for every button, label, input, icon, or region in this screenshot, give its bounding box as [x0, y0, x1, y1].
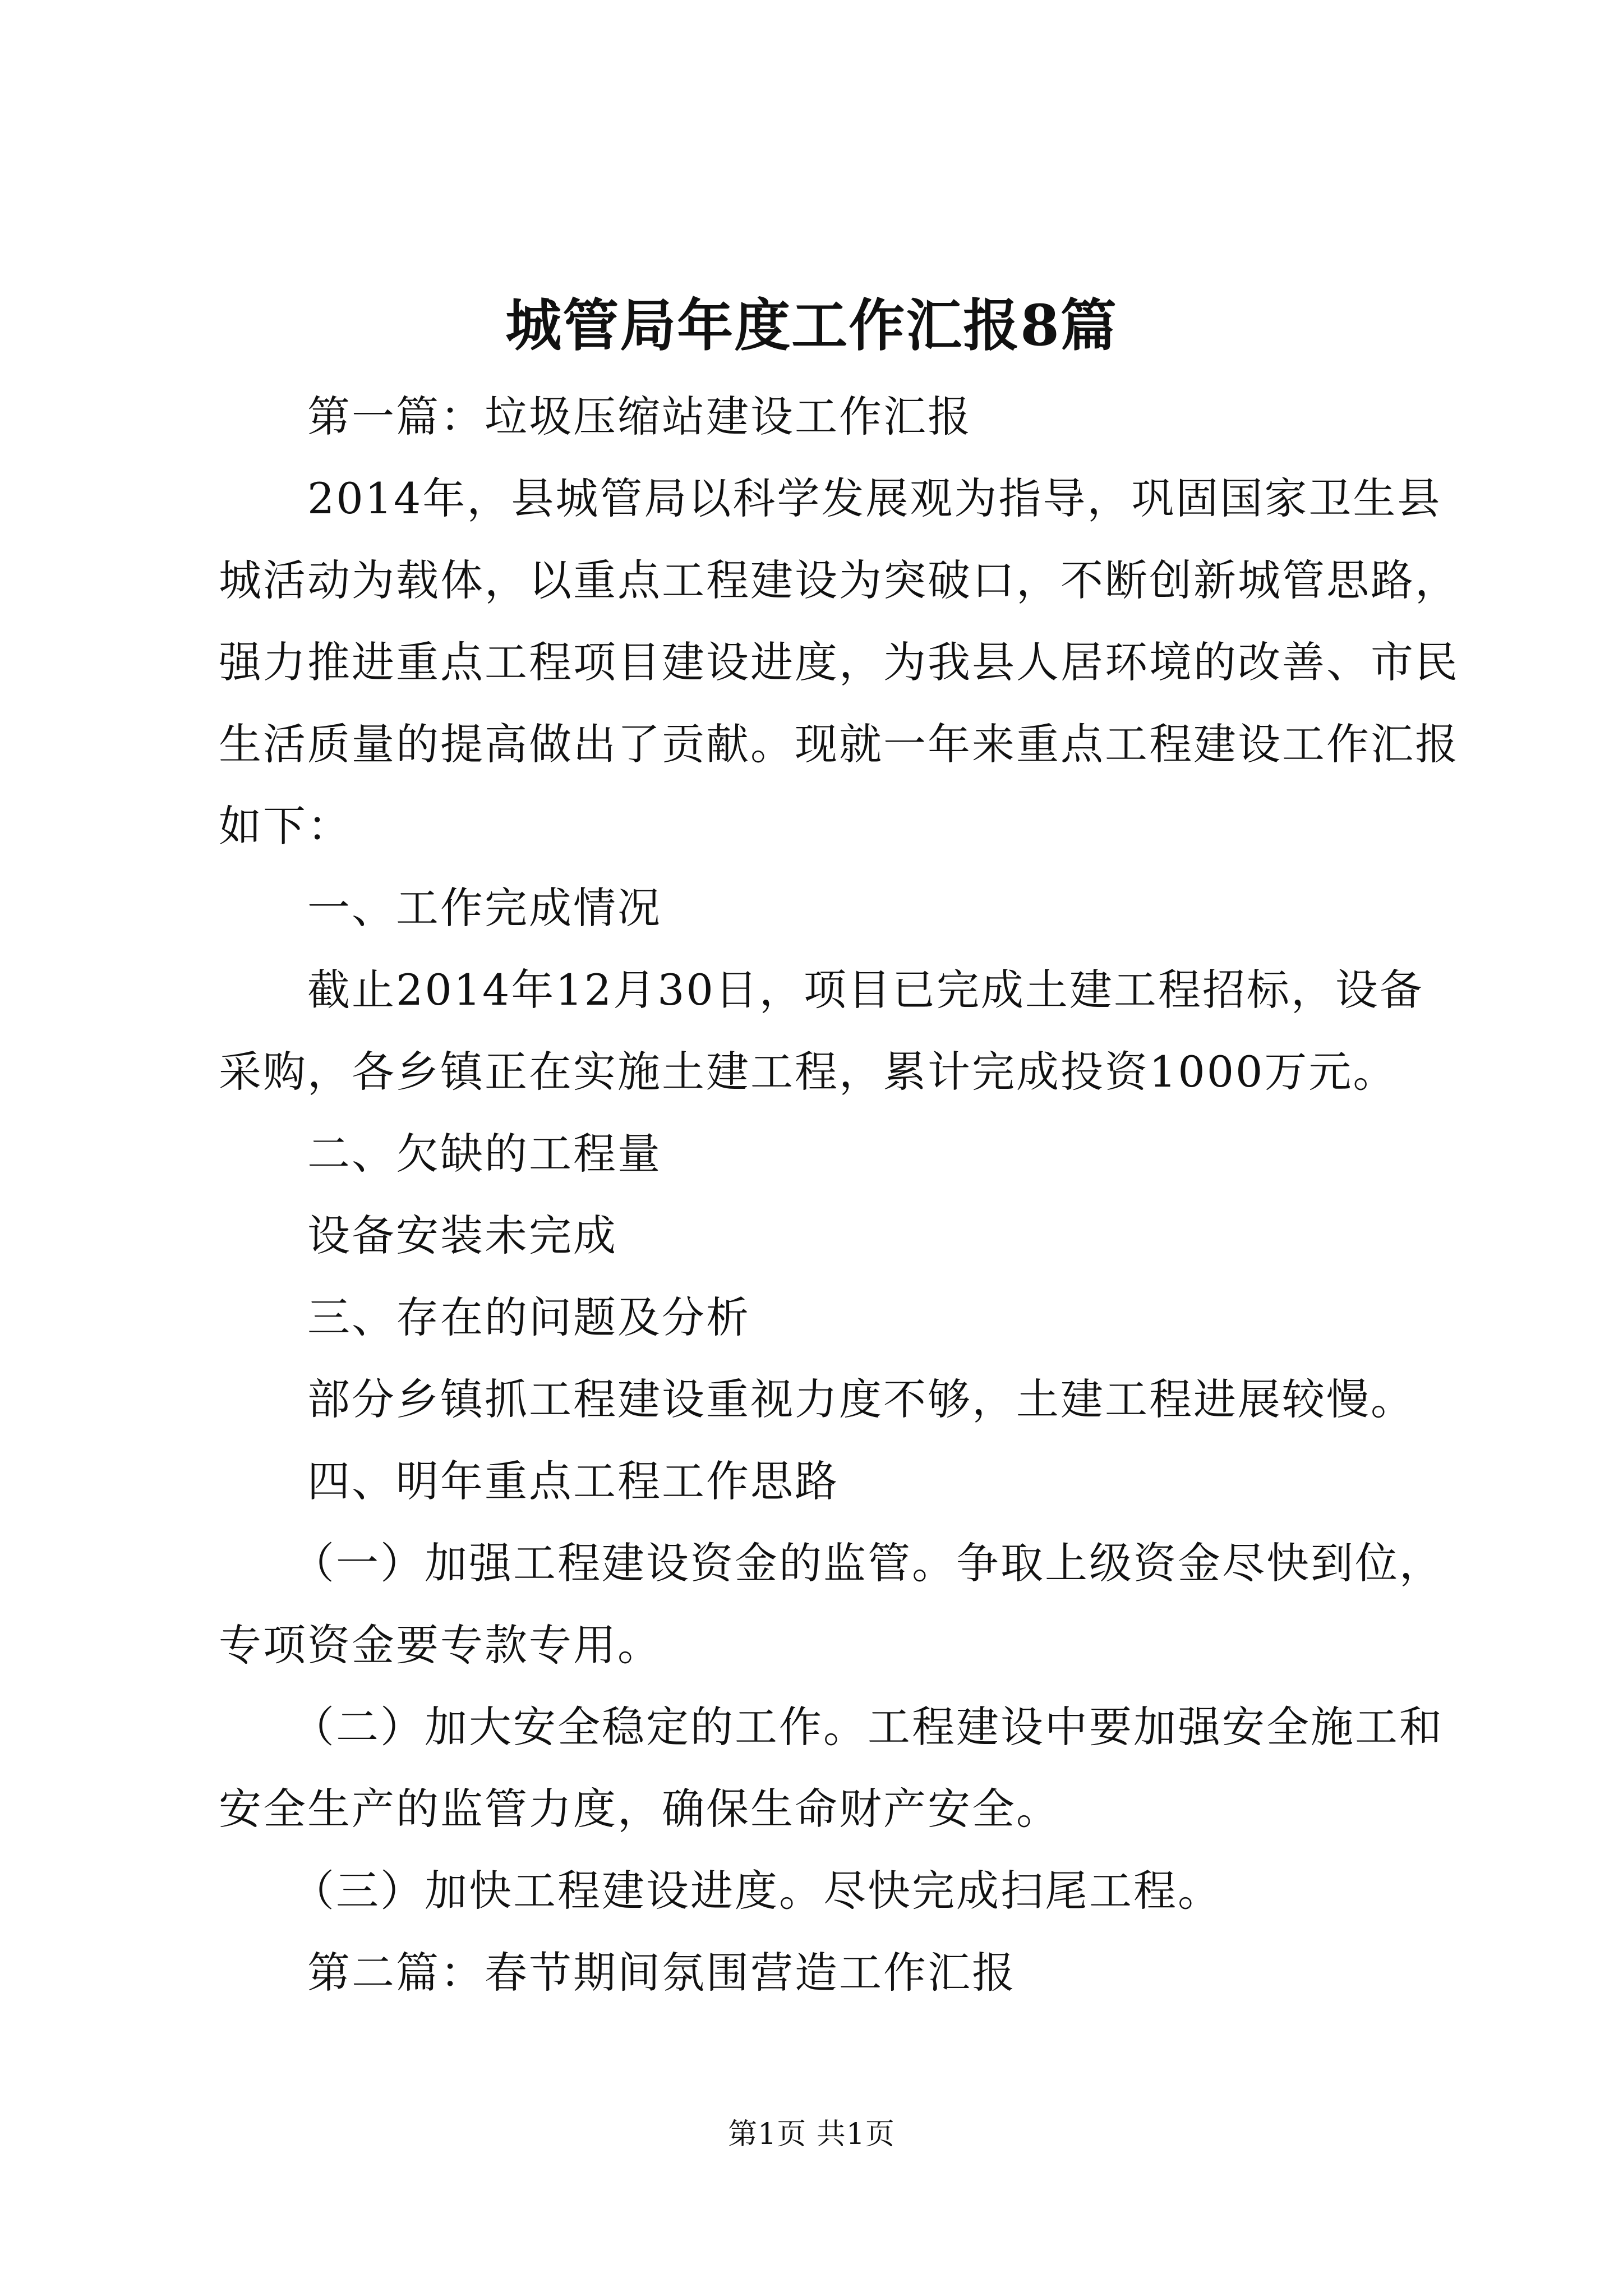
list-item-one: （一）加强工程建设资金的监管。争取上级资金尽快到位，: [292, 1538, 1444, 1588]
section-heading-part-two: 第二篇：春节期间氛围营造工作汇报: [307, 1948, 1016, 1998]
subheading-work-completion: 一、工作完成情况: [307, 883, 662, 933]
paragraph-line: 设备安装未完成: [307, 1211, 617, 1260]
list-item-three: （三）加快工程建设进度。尽快完成扫尾工程。: [292, 1866, 1222, 1916]
list-item-two: （二）加大安全稳定的工作。工程建设中要加强安全施工和: [292, 1702, 1444, 1752]
paragraph-line: 安全生产的监管力度，确保生命财产安全。: [219, 1784, 1061, 1834]
paragraph-line: 强力推进重点工程项目建设进度，为我县人居环境的改善、市民: [219, 637, 1459, 687]
subheading-next-year-plan: 四、明年重点工程工作思路: [307, 1456, 839, 1506]
paragraph-line: 生活质量的提高做出了贡献。现就一年来重点工程建设工作汇报: [219, 719, 1459, 769]
subheading-problems: 三、存在的问题及分析: [307, 1292, 750, 1342]
paragraph-line: 采购，各乡镇正在实施土建工程，累计完成投资1000万元。: [219, 1047, 1398, 1097]
page-footer: 第1页 共1页: [728, 2118, 895, 2151]
document-body: [219, 376, 1459, 2014]
paragraph-line: 专项资金要专款专用。: [219, 1620, 662, 1670]
paragraph-line: 部分乡镇抓工程建设重视力度不够，土建工程进展较慢。: [307, 1374, 1415, 1424]
paragraph-line: 城活动为载体，以重点工程建设为突破口，不断创新城管思路，: [219, 555, 1459, 605]
section-heading-part-one: 第一篇：垃圾压缩站建设工作汇报: [307, 392, 972, 441]
paragraph-line: 截止2014年12月30日，项目已完成土建工程招标，设备: [307, 965, 1424, 1015]
paragraph-line: 2014年，县城管局以科学发展观为指导，巩固国家卫生县: [307, 473, 1442, 523]
paragraph-line: 如下：: [219, 801, 352, 851]
subheading-missing-work: 二、欠缺的工程量: [307, 1129, 662, 1179]
document-title: 城管局年度工作汇报8篇: [505, 292, 1118, 358]
